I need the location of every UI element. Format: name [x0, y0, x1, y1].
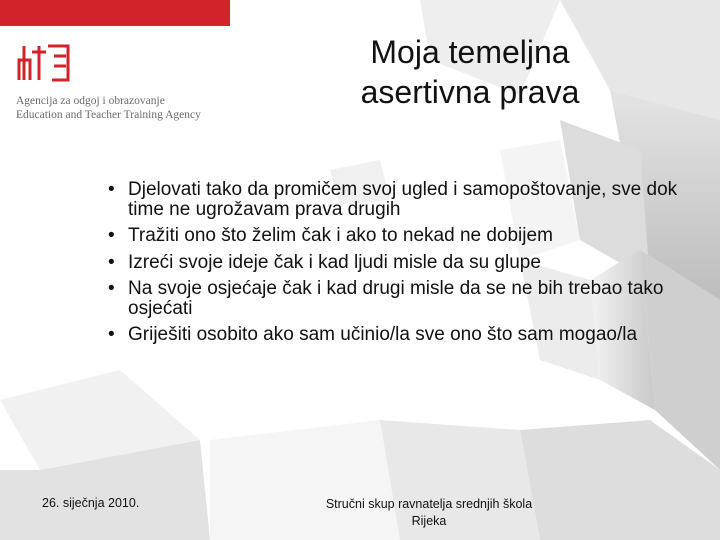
agency-logo — [16, 42, 72, 82]
agency-name-en: Education and Teacher Training Agency — [16, 109, 201, 121]
bullet-marker: • — [108, 278, 115, 299]
bullet-item — [108, 253, 688, 273]
bullet-text: Griješiti osobito ako sam učinio/la sve ono što sam mogao/la — [128, 324, 638, 345]
agency-name — [16, 94, 201, 122]
footer-event — [298, 496, 560, 530]
bullet-marker: • — [108, 225, 115, 246]
bullet-text: Tražiti ono što želim čak i ako to nekad ne dobijem — [128, 225, 553, 246]
bullet-item — [108, 325, 688, 345]
title-line-1: Moja temeljna — [370, 34, 570, 70]
bullet-text: Na svoje osjećaje čak i kad drugi misle da se ne bih trebao tako osjećati — [128, 278, 664, 319]
bullet-marker: • — [108, 179, 115, 200]
header-red-bar — [0, 0, 230, 26]
footer-event-line-2: Rijeka — [411, 514, 447, 528]
bullet-list — [108, 180, 688, 352]
bullet-text: Djelovati tako da promičem svoj ugled i samopoštovanje, sve dok time ne ugrožavam prava drugih — [128, 179, 678, 220]
bullet-item — [108, 226, 688, 246]
footer-event-line-1: Stručni skup ravnatelja srednjih škola — [325, 497, 533, 511]
footer-date: 26. siječnja 2010. — [42, 496, 140, 510]
agency-name-hr: Agencija za odgoj i obrazovanje — [16, 95, 165, 107]
bullet-marker: • — [108, 324, 115, 345]
bullet-marker: • — [108, 251, 115, 273]
slide-title — [300, 32, 640, 112]
title-line-2: asertivna prava — [360, 74, 580, 110]
bullet-text: Izreći svoje ideje čak i kad ljudi misle da su glupe — [128, 251, 541, 273]
bullet-item — [108, 180, 688, 219]
bullet-item — [108, 279, 688, 318]
